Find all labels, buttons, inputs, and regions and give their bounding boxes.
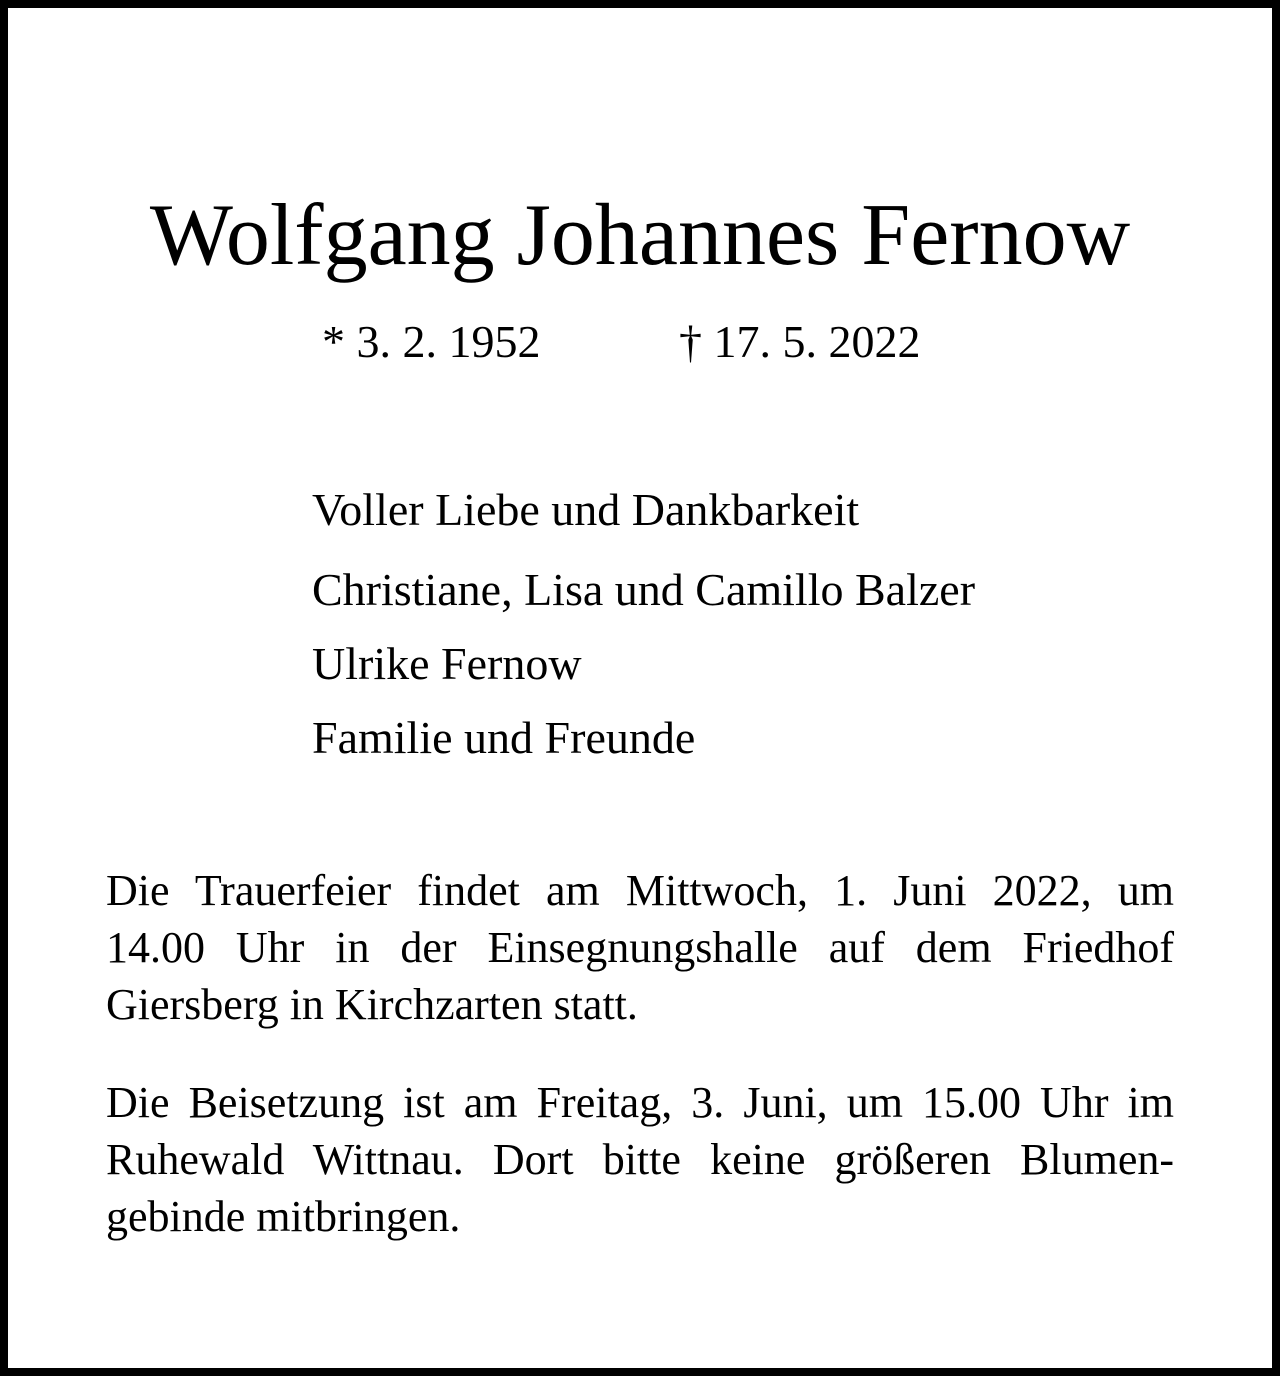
funeral-service-paragraph xyxy=(106,862,1174,1033)
mourner-line: Familie und Freunde xyxy=(312,712,696,763)
mourner-line: Christiane, Lisa und Camillo Balzer xyxy=(312,564,976,615)
burial-paragraph xyxy=(106,1074,1174,1245)
paragraph-line: 14.00 Uhr in der Einsegnungshalle auf dem Friedhof xyxy=(106,923,1174,972)
paragraph-line: Die Trauerfeier findet am Mittwoch, 1. Juni 2022, um xyxy=(106,866,1174,915)
paragraph-line: Die Beisetzung ist am Freitag, 3. Juni, um 15.00 Uhr im xyxy=(106,1078,1174,1127)
paragraph-line: Ruhewald Wittnau. Dort bitte keine größeren Blumen- xyxy=(106,1135,1174,1184)
death-date: † 17. 5. 2022 xyxy=(679,316,921,367)
paragraph-line: Giersberg in Kirchzarten statt. xyxy=(106,980,638,1029)
birth-date: * 3. 2. 1952 xyxy=(322,316,541,367)
mourner-line: Ulrike Fernow xyxy=(312,638,582,689)
paragraph-line: gebinde mitbringen. xyxy=(106,1192,461,1241)
deceased-name: Wolfgang Johannes Fernow xyxy=(149,187,1131,284)
mourners-intro: Voller Liebe und Dankbarkeit xyxy=(312,484,860,535)
